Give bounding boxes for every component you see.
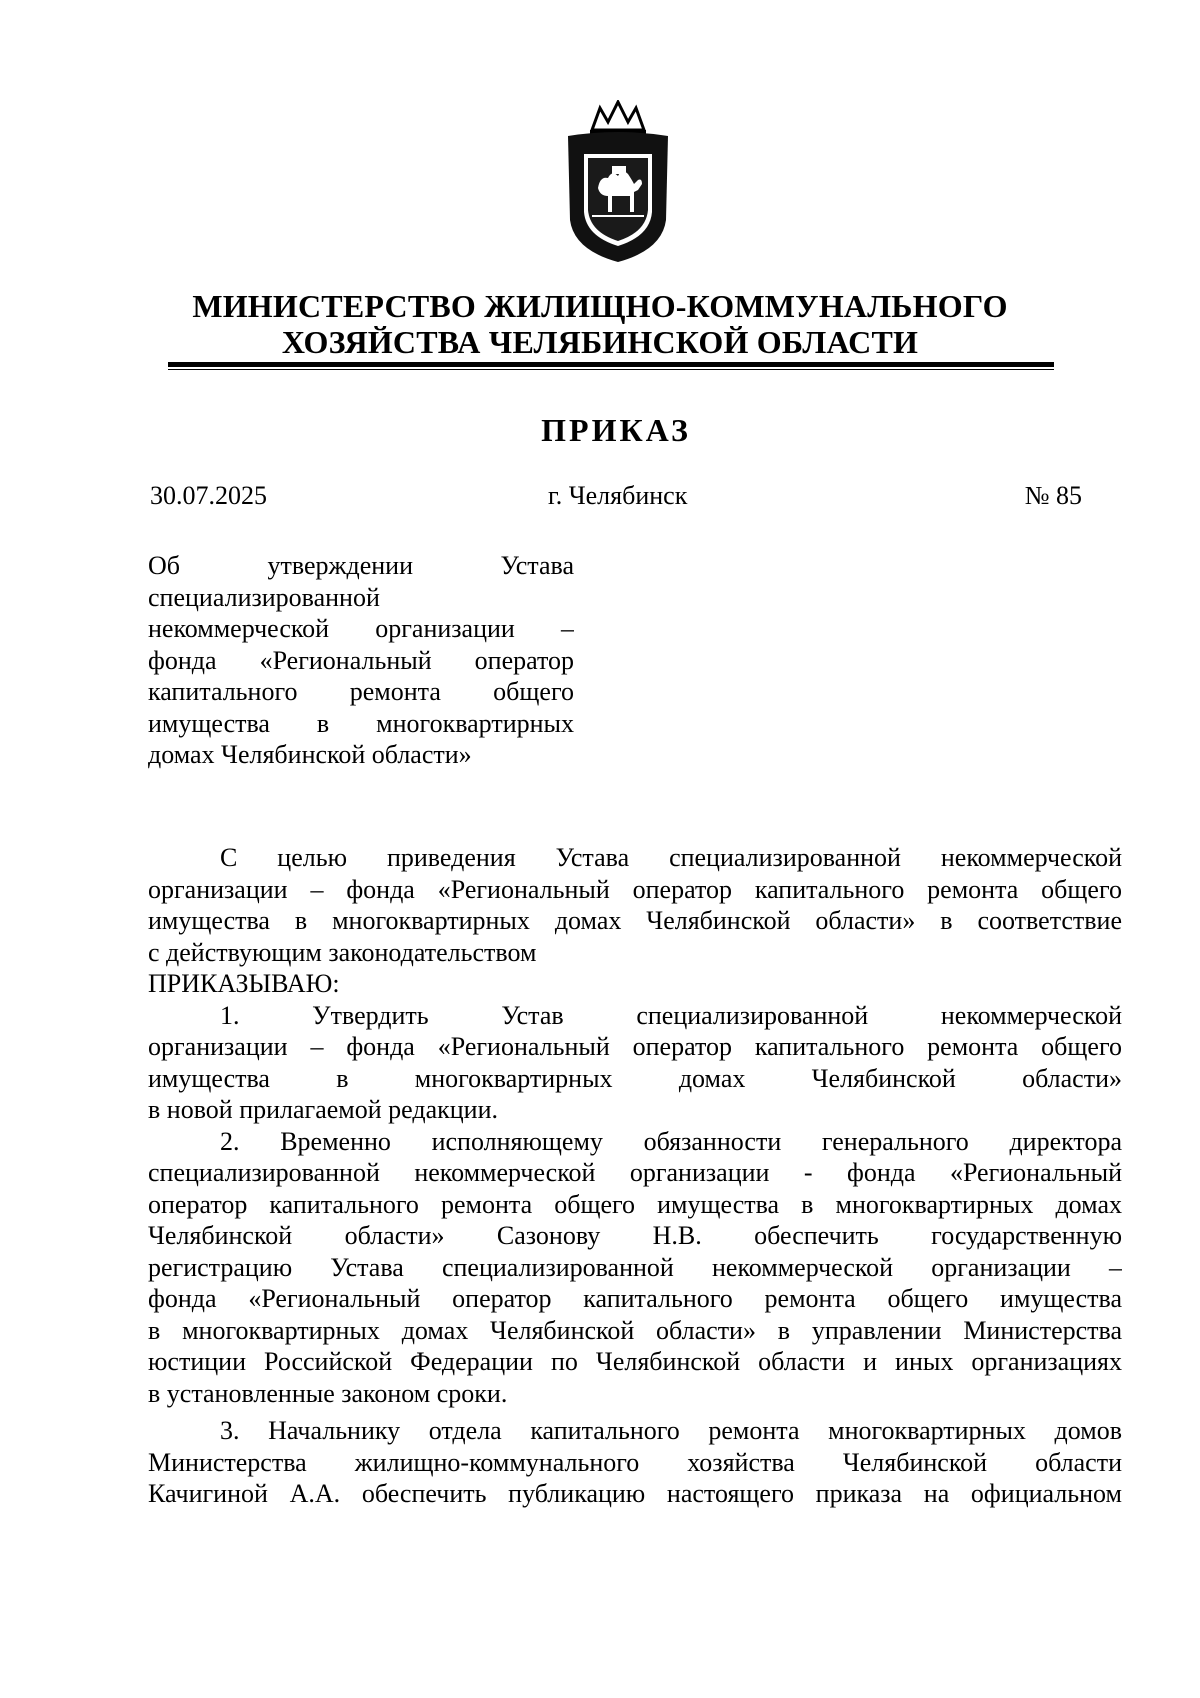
subject-line: фонда «Региональный оператор bbox=[148, 645, 574, 675]
order-city: г. Челябинск bbox=[548, 481, 688, 510]
ministry-name bbox=[150, 288, 1050, 360]
preamble-line: организации – фонда «Региональный оператор капитального ремонта общего bbox=[148, 874, 1122, 904]
subject-line: капитального ремонта общего bbox=[148, 677, 574, 706]
item1-line: организации – фонда «Региональный оператор капитального ремонта общего bbox=[148, 1032, 1122, 1061]
preamble-line: С целью приведения Устава специализированной некоммерческой bbox=[220, 843, 1122, 872]
subject-line: некоммерческой организации – bbox=[148, 614, 574, 643]
item2-line: в установленные законом сроки. bbox=[148, 1378, 508, 1408]
subject-line: домах Челябинской области» bbox=[148, 740, 472, 769]
ministry-name-line1: МИНИСТЕРСТВО ЖИЛИЩНО-КОММУНАЛЬНОГО bbox=[192, 288, 1008, 324]
item2-line: регистрацию Устава специализированной некоммерческой организации – bbox=[148, 1252, 1122, 1282]
item1-line: имущества в многоквартирных домах Челябинской области» bbox=[148, 1063, 1122, 1093]
item2-line: в многоквартирных домах Челябинской области» в управлении Министерства bbox=[148, 1315, 1122, 1345]
item2-line: фонда «Региональный оператор капитального ремонта общего имущества bbox=[148, 1284, 1122, 1313]
order-body bbox=[148, 842, 1122, 1510]
item2-line: оператор капитального ремонта общего имущества в многоквартирных домах bbox=[148, 1189, 1122, 1219]
header-divider-thin bbox=[168, 369, 1054, 370]
order-subject bbox=[148, 550, 574, 771]
preamble-line: с действующим законодательством bbox=[148, 937, 537, 967]
subject-line: имущества в многоквартирных bbox=[148, 708, 574, 738]
order-number: № 85 bbox=[1024, 481, 1082, 510]
decree-word: ПРИКАЗЫВАЮ: bbox=[148, 969, 340, 998]
order-date: 30.07.2025 bbox=[150, 481, 267, 510]
item2-line: юстиции Российской Федерации по Челябинской области и иных организациях bbox=[148, 1347, 1122, 1376]
ministry-name-line2: ХОЗЯЙСТВА ЧЕЛЯБИНСКОЙ ОБЛАСТИ bbox=[281, 324, 919, 360]
order-title: ПРИКАЗ bbox=[541, 412, 691, 448]
item1-line: 1. Утвердить Устав специализированной некоммерческой bbox=[220, 1000, 1122, 1030]
item3-line: Качигиной А.А. обеспечить публикацию настоящего приказа на официальном bbox=[148, 1479, 1122, 1508]
item2-line: специализированной некоммерческой организации - фонда «Региональный bbox=[148, 1158, 1122, 1187]
item1-line: в новой прилагаемой редакции. bbox=[148, 1095, 498, 1124]
item3-line: 3. Начальнику отдела капитального ремонта многоквартирных домов bbox=[220, 1416, 1122, 1445]
preamble-line: имущества в многоквартирных домах Челябинской области» в соответствие bbox=[148, 906, 1122, 935]
coat-of-arms-emblem bbox=[562, 100, 674, 265]
subject-line: специализированной bbox=[148, 582, 380, 612]
header-divider-thick bbox=[168, 362, 1054, 367]
item2-line: 2. Временно исполняющему обязанности генерального директора bbox=[220, 1126, 1122, 1156]
item2-line: Челябинской области» Сазонову Н.В. обеспечить государственную bbox=[148, 1221, 1122, 1250]
item3-line: Министерства жилищно-коммунального хозяйства Челябинской области bbox=[148, 1447, 1122, 1477]
subject-line: Об утверждении Устава bbox=[148, 551, 574, 580]
